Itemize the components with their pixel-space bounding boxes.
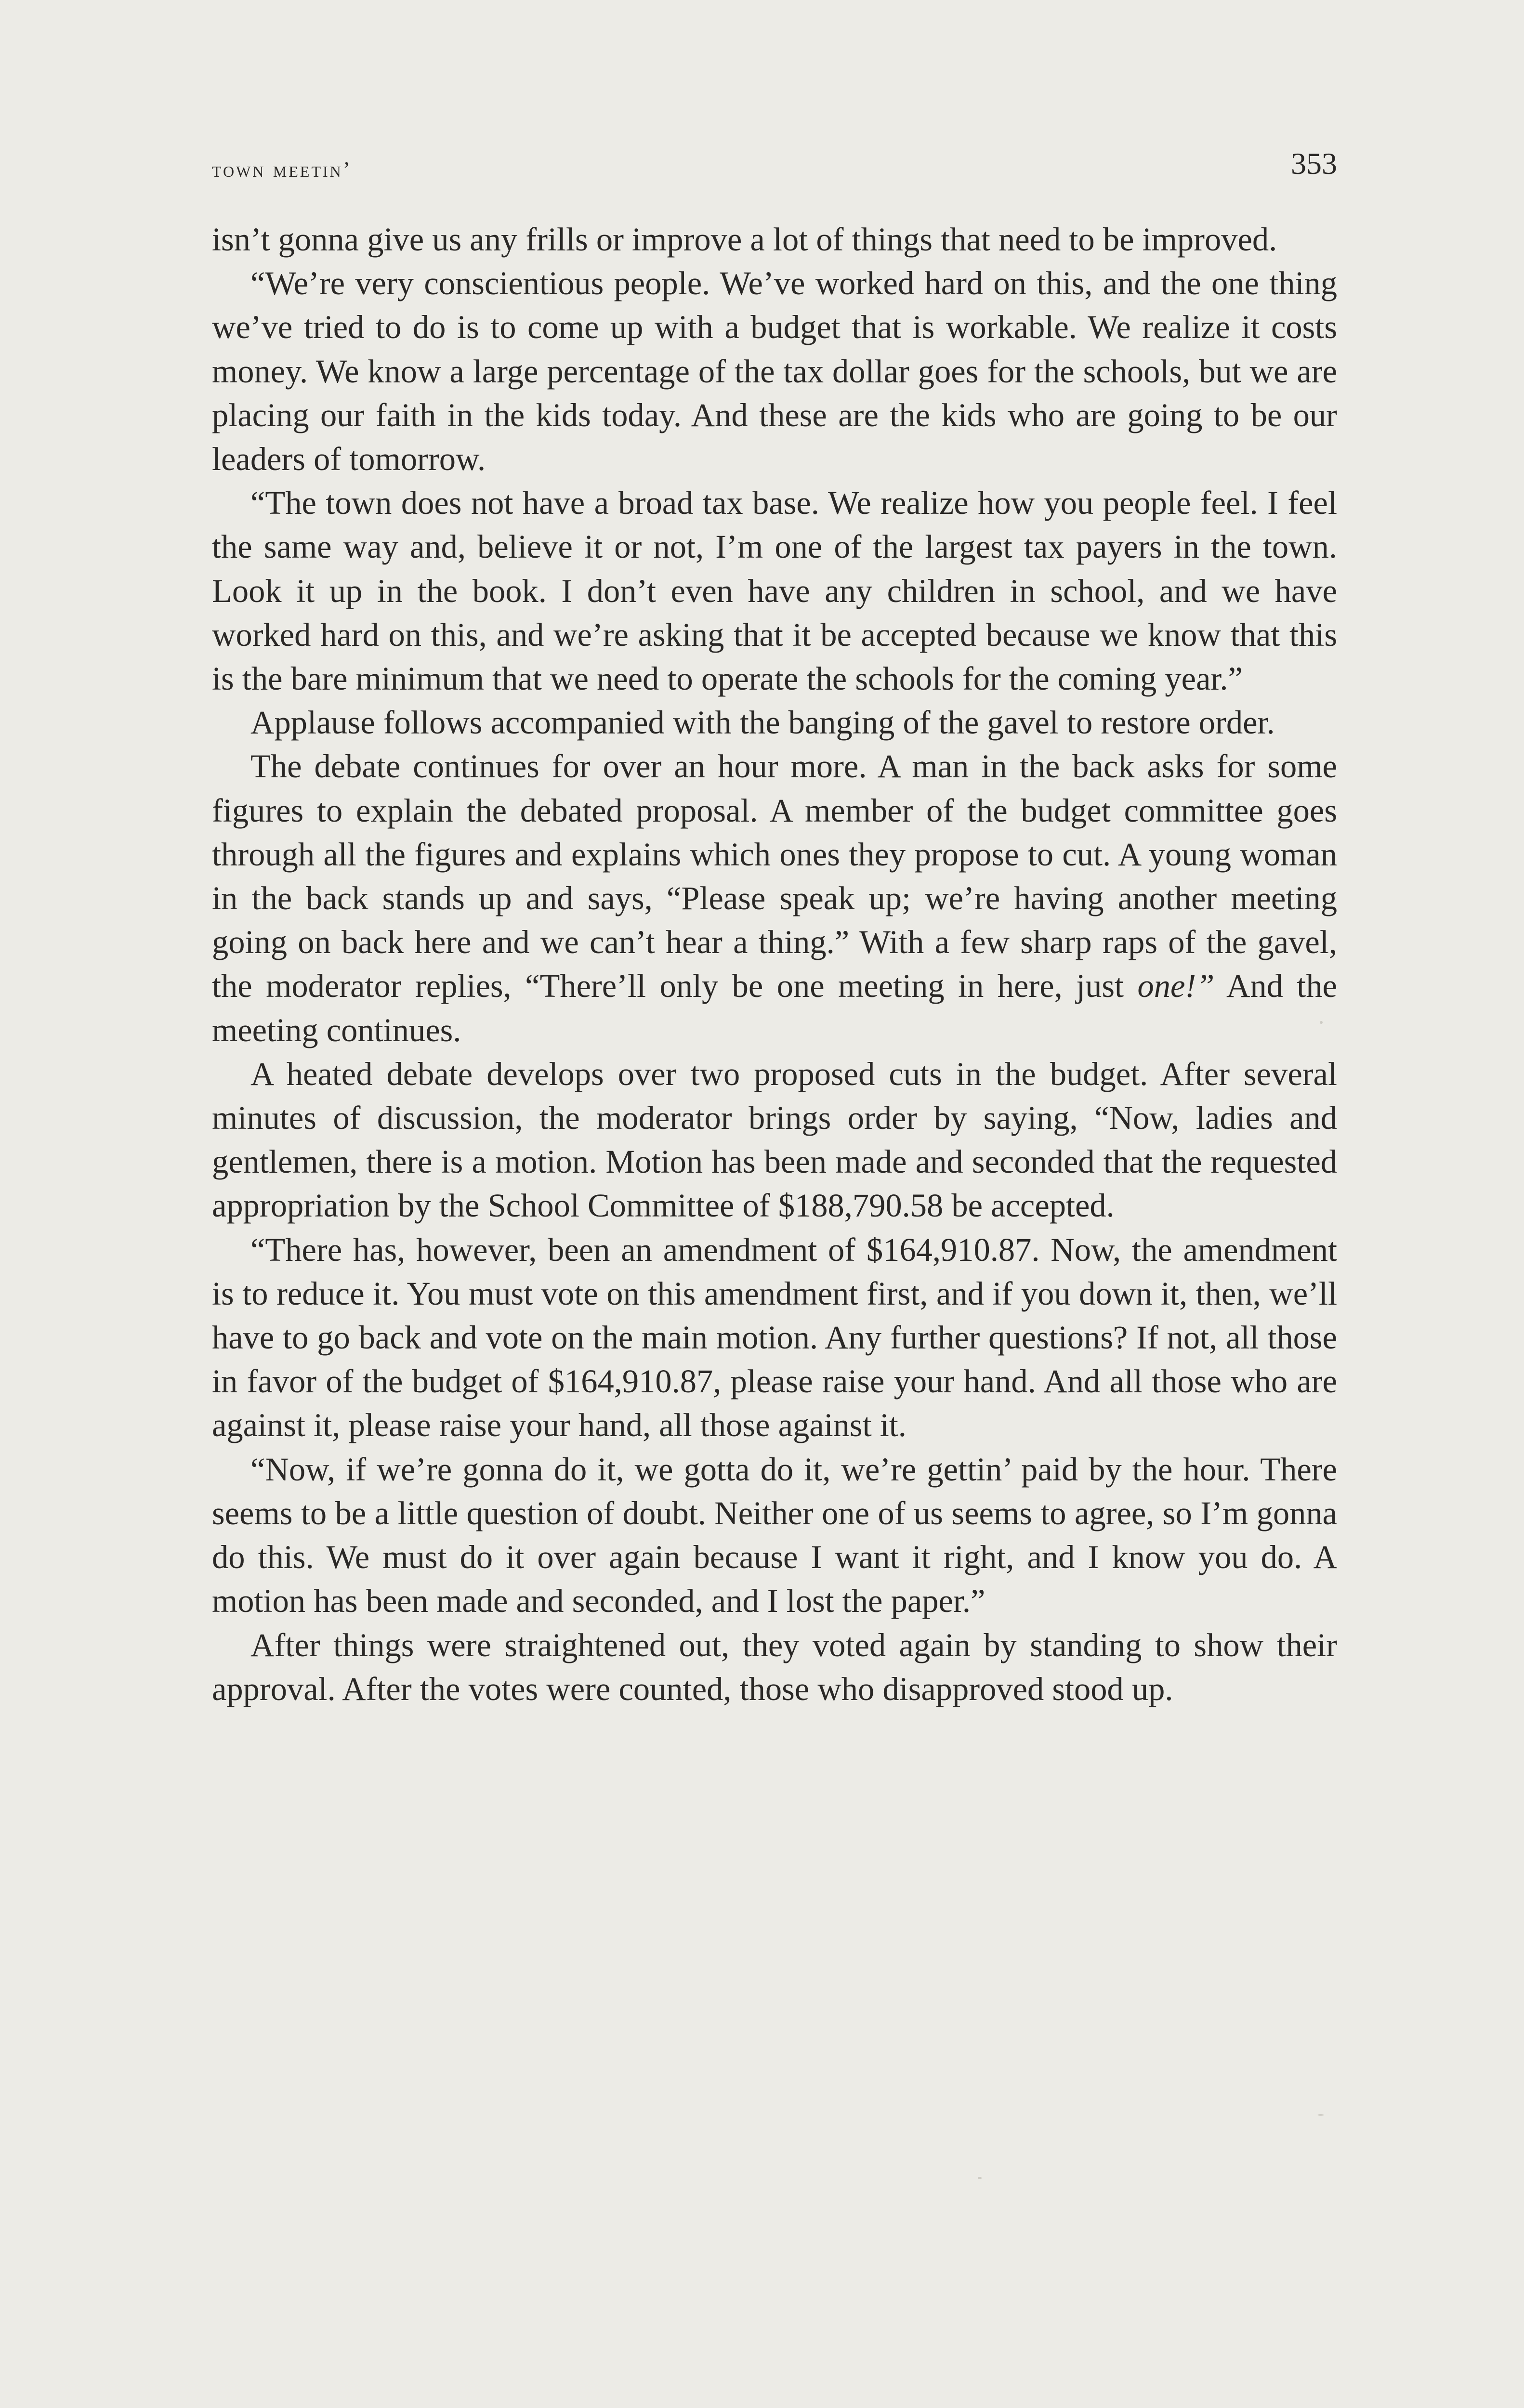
paragraph-1: isn’t gonna give us any frills or improve a lot of things that need to be improved. (212, 221, 1277, 258)
paragraph-4: Applause follows accompanied with the banging of the gavel to restore order. (250, 704, 1275, 741)
paragraph-7: “There has, however, been an amendment of $164,910.87. Now, the amendment is to reduce it. You must vote on this amendment first, and if you down it, then, we’ll have to go back and vote on the main motion. Any further questions? If not, all those in favor of the budget of $164,910.87, please raise your hand. And all those who are against it, please raise your hand, all those against it. (212, 1231, 1337, 1444)
paragraph-8: “Now, if we’re gonna do it, we gotta do it, we’re gettin’ paid by the hour. There seems to be a little question of doubt. Neither one of us seems to agree, so I’m gonna do this. We must do it over again because I want it right, and I know you do. A motion has been made and seconded, and I lost the paper.” (212, 1451, 1337, 1620)
running-title: town meetin’ (212, 157, 353, 182)
emphasis-one: one!” (1137, 968, 1215, 1005)
paper-speck (1317, 2114, 1324, 2116)
running-head (212, 144, 1337, 193)
page-number: 353 (1291, 146, 1337, 181)
paragraph-2: “We’re very conscientious people. We’ve worked hard on this, and the one thing we’ve tried to do is to come up with a budget that is workable. We realize it costs money. We know a large percentage of the tax dollar goes for the schools, but we are placing our faith in the kids today. And these are the kids who are going to be our leaders of tomorrow. (212, 265, 1337, 478)
paper-speck (978, 2177, 982, 2179)
paragraph-5-tail: And the meeting continues. (212, 968, 1337, 1048)
body-text (212, 218, 1337, 1711)
paragraph-5-text: The debate continues for over an hour more. A man in the back asks for some figures to explain the debated proposal. A member of the budget committee goes through all the figures and explains which ones they propose to cut. A young woman in the back stands up and says, “Please speak up; we’re having another meeting going on back here and we can’t hear a thing.” With a few sharp raps of the gavel, the moderator replies, “There’ll only be one meeting in here, just (212, 748, 1337, 1005)
paragraph-5 (212, 745, 1337, 1052)
paragraph-6: A heated debate develops over two proposed cuts in the budget. After several minutes of discussion, the moderator brings order by saying, “Now, ladies and gentlemen, there is a motion. Motion has been made and seconded that the requested appropriation by the School Committee of $188,790.58 be accepted. (212, 1055, 1337, 1224)
paragraph-3: “The town does not have a broad tax base. We realize how you people feel. I feel the same way and, believe it or not, I’m one of the largest tax payers in the town. Look it up in the book. I don’t even have any children in school, and we have worked hard on this, and we’re asking that it be accepted because we know that this is the bare minimum that we need to operate the schools for the coming year.” (212, 484, 1337, 697)
paper-speck (1320, 1021, 1323, 1024)
paragraph-9: After things were straightened out, they voted again by standing to show their approval. After the votes were counted, those who disapproved stood up. (212, 1626, 1337, 1707)
